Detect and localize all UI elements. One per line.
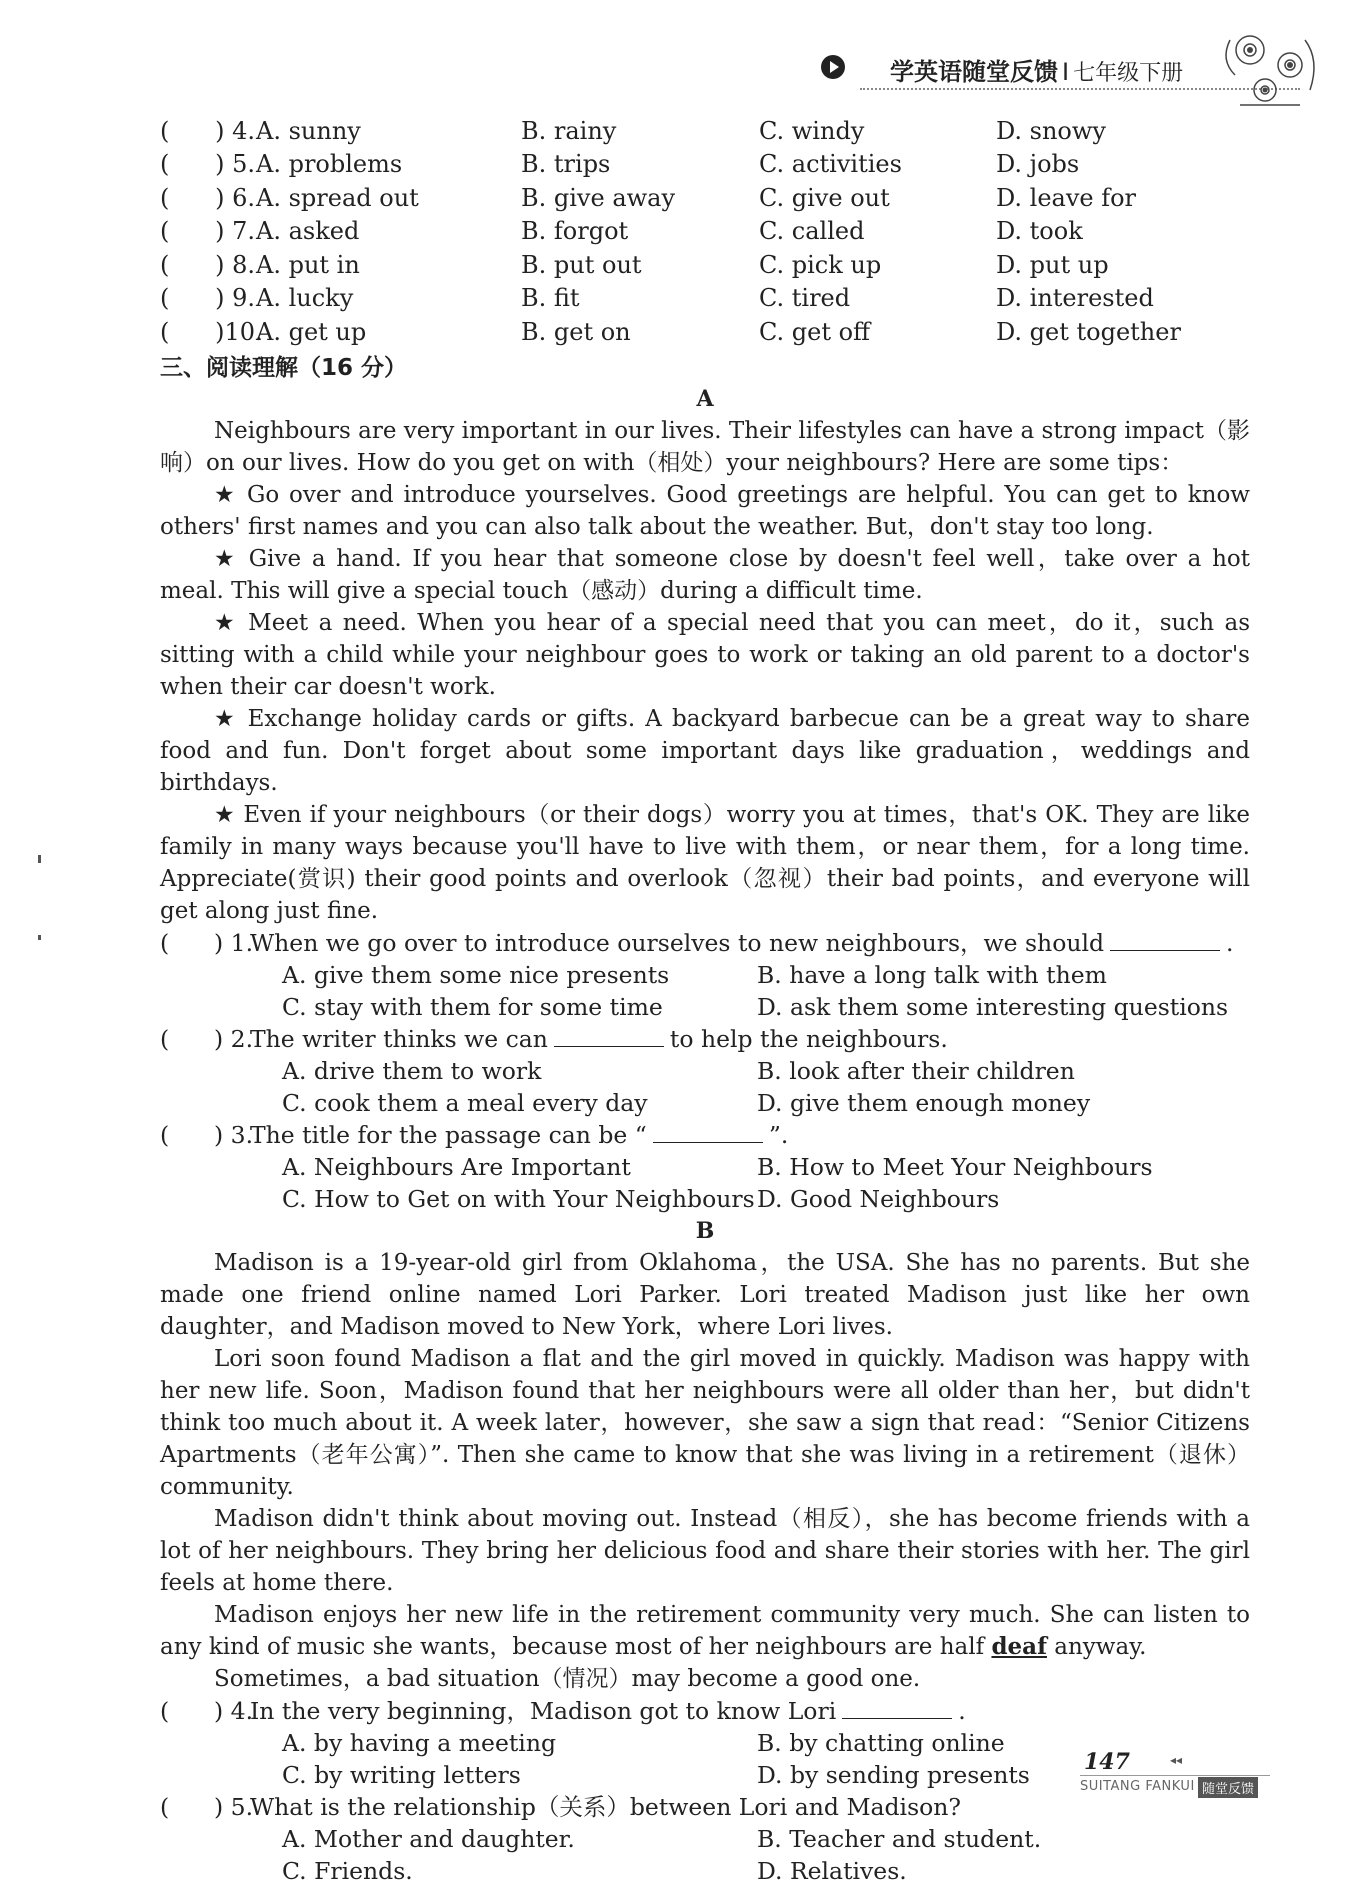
- option-a: A. spread out: [256, 183, 419, 212]
- option-c: C. Friends.: [282, 1856, 413, 1885]
- option-c: C. activities: [759, 150, 902, 179]
- page-number: 147: [1084, 1749, 1130, 1775]
- paragraph: Madison is a 19-year-old girl from Oklahoma，the USA. She has no parents. But she made one friend online named Lori Parker. Lori treated Madison just like her own daughter，and Madison moved to New York，where Lori lives.: [160, 1249, 1250, 1340]
- answer-bracket: ( ) 9.: [160, 284, 256, 313]
- passage-a-label: A: [696, 385, 714, 412]
- option-c: C. give out: [759, 183, 890, 212]
- cloze-options: [160, 114, 1250, 349]
- answer-blank: [554, 1026, 664, 1047]
- option-b: B. fit: [521, 284, 580, 313]
- option-row: [282, 991, 1250, 1023]
- option-row: [282, 1055, 1250, 1087]
- option-c: C. pick up: [759, 250, 882, 279]
- question-stem: The writer thinks we can: [250, 1024, 548, 1053]
- paragraph: ★ Give a hand. If you hear that someone close by doesn't feel well，take over a hot meal. This will give a special touch（感动）during a difficult time.: [160, 545, 1250, 604]
- option-c: C. cook them a meal every day: [282, 1088, 648, 1117]
- option-a: A. Mother and daughter.: [282, 1824, 575, 1853]
- paragraph: ★ Meet a need. When you hear of a special need that you can meet，do it，such as sitting with a child while your neighbour goes to work or taking an old parent to a doctor's when their car doesn't work.: [160, 609, 1250, 700]
- option-a: A. by having a meeting: [282, 1728, 557, 1757]
- option-c: C. get off: [759, 317, 871, 346]
- question-stem-end: .: [958, 1696, 966, 1725]
- book-title: 学英语随堂反馈 I 七年级下册: [890, 58, 1184, 86]
- paragraph: ★ Go over and introduce yourselves. Good greetings are helpful. You can get to know others' first names and you can also talk about the weather. But，don't stay too long.: [160, 481, 1250, 540]
- option-d: D. leave for: [996, 183, 1137, 212]
- option-c: C. called: [759, 217, 865, 246]
- option-a: A. sunny: [256, 116, 361, 145]
- option-b: B. rainy: [521, 116, 617, 145]
- option-d: D. Good Neighbours: [757, 1184, 1000, 1213]
- question-stem-end: .: [1226, 928, 1234, 957]
- arrows-icon: ◂◂: [1170, 1753, 1183, 1767]
- paragraph: Madison didn't think about moving out. Instead（相反），she has become friends with a lot of her neighbours. They bring her delicious food and share their stories with her. The girl feels at home there.: [160, 1505, 1250, 1596]
- answer-bracket: ( ) 4.: [160, 1696, 254, 1725]
- option-b: B. give away: [521, 183, 676, 212]
- paragraph: Lori soon found Madison a flat and the girl moved in quickly. Madison was happy with her new life. Soon，Madison found that her neighbours were all older than her，but didn't think too much about it. A week later，however，she saw a sign that read：“Senior Citizens Apartments（老年公寓）”. Then she came to know that she was living in a retirement（退休）community.: [160, 1345, 1250, 1500]
- option-b: B. put out: [521, 250, 642, 279]
- flower-decoration-icon: [1210, 20, 1330, 120]
- option-a: A. lucky: [256, 284, 354, 313]
- bold-word: deaf: [991, 1632, 1047, 1660]
- question: [160, 1023, 1250, 1055]
- option-row: [282, 959, 1250, 991]
- play-icon: [820, 54, 846, 80]
- answer-bracket: ( ) 4.: [160, 116, 256, 145]
- margin-mark: [38, 935, 41, 940]
- option-c: C. by writing letters: [282, 1760, 521, 1789]
- option-row: [160, 215, 1250, 249]
- option-a: A. problems: [256, 150, 403, 179]
- question: [160, 1695, 1250, 1727]
- option-d: D. jobs: [996, 150, 1080, 179]
- option-b: B. get on: [521, 317, 631, 346]
- page-footer: [1080, 1749, 1280, 1809]
- option-b: B. Teacher and student.: [757, 1824, 1042, 1853]
- answer-bracket: ( ) 5.: [160, 150, 256, 179]
- option-row: [160, 315, 1250, 349]
- passage-a-text: [160, 415, 1250, 927]
- option-d: D. put up: [996, 250, 1109, 279]
- answer-bracket: ( ) 8.: [160, 250, 256, 279]
- option-row: [160, 248, 1250, 282]
- option-c: C. stay with them for some time: [282, 992, 663, 1021]
- answer-bracket: ( ) 5.: [160, 1792, 254, 1821]
- option-d: D. interested: [996, 284, 1154, 313]
- footer-brand: SUITANG FANKUI: [1080, 1779, 1195, 1794]
- option-row: [282, 1183, 1250, 1215]
- footer-divider: [1080, 1775, 1270, 1776]
- margin-mark: [38, 855, 41, 863]
- option-a: A. asked: [256, 217, 360, 246]
- answer-bracket: ( ) 3.: [160, 1120, 254, 1149]
- option-a: A. put in: [256, 250, 360, 279]
- option-b: B. have a long talk with them: [757, 960, 1107, 989]
- answer-bracket: ( ) 2.: [160, 1024, 254, 1053]
- paragraph: Neighbours are very important in our lives. Their lifestyles can have a strong impact（影响）on our lives. How do you get on with（相处）your neighbours? Here are some tips：: [160, 417, 1250, 476]
- option-b: B. trips: [521, 150, 611, 179]
- option-a: A. get up: [256, 317, 367, 346]
- passage-b-text: [160, 1247, 1250, 1599]
- option-c: C. tired: [759, 284, 851, 313]
- answer-bracket: ( ) 7.: [160, 217, 256, 246]
- option-b: B. How to Meet Your Neighbours: [757, 1152, 1153, 1181]
- option-d: D. ask them some interesting questions: [757, 992, 1229, 1021]
- question: [160, 927, 1250, 959]
- option-d: D. by sending presents: [757, 1760, 1030, 1789]
- question: [160, 1119, 1250, 1151]
- answer-bracket: ( ) 1.: [160, 928, 254, 957]
- option-a: A. drive them to work: [282, 1056, 542, 1085]
- question-stem: What is the relationship（关系）between Lori and Madison?: [250, 1792, 962, 1821]
- option-d: D. give them enough money: [757, 1088, 1091, 1117]
- option-b: B. look after their children: [757, 1056, 1075, 1085]
- answer-bracket: ( ) 6.: [160, 183, 256, 212]
- answer-blank: [653, 1122, 763, 1143]
- option-row: [160, 148, 1250, 182]
- footer-badge: 随堂反馈: [1198, 1777, 1258, 1798]
- question-stem: The title for the passage can be “: [250, 1120, 647, 1149]
- question-text: [250, 1023, 1250, 1055]
- option-a: A. give them some nice presents: [282, 960, 670, 989]
- option-row: [282, 1823, 1250, 1855]
- option-c: C. How to Get on with Your Neighbours: [282, 1184, 755, 1213]
- question-text: [250, 1695, 1250, 1727]
- option-row: [282, 1151, 1250, 1183]
- answer-blank: [1110, 930, 1220, 951]
- option-d: D. get together: [996, 317, 1181, 346]
- option-c: C. windy: [759, 116, 865, 145]
- option-d: D. took: [996, 217, 1083, 246]
- option-row: [282, 1087, 1250, 1119]
- question-stem: When we go over to introduce ourselves to new neighbours，we should: [250, 928, 1105, 957]
- paragraph: ★ Exchange holiday cards or gifts. A backyard barbecue can be a great way to share food and fun. Don't forget about some important days like graduation，weddings and birthdays.: [160, 705, 1250, 796]
- question-text: [250, 1119, 1250, 1151]
- question-stem-end: ”.: [768, 1120, 789, 1149]
- passage-b-label: B: [695, 1217, 715, 1244]
- option-d: D. snowy: [996, 116, 1106, 145]
- page-content: [160, 114, 1250, 1887]
- option-a: A. Neighbours Are Important: [282, 1152, 631, 1181]
- option-b: B. by chatting online: [757, 1728, 1005, 1757]
- question-text: [250, 927, 1250, 959]
- paragraph: Madison enjoys her new life in the retirement community very much. She can listen to any kind of music she wants，because most of her neighbours are half deaf anyway.: [160, 1601, 1250, 1660]
- option-row: [282, 1855, 1250, 1887]
- paragraph: ★ Even if your neighbours（or their dogs）worry you at times，that's OK. They are like family in many ways because you'll have to live with them，or near them，for a long time. Appreciate(赏识) their good points and overlook（忽视）their bad points，and everyone will get along just fine.: [160, 801, 1250, 924]
- answer-bracket: ( )10.: [160, 317, 263, 346]
- section-title: 三、阅读理解（16 分）: [160, 355, 408, 381]
- option-b: B. forgot: [521, 217, 629, 246]
- paragraph: Sometimes，a bad situation（情况）may become a good one.: [214, 1665, 921, 1692]
- question-stem-end: to help the neighbours.: [669, 1024, 948, 1053]
- question-stem: In the very beginning，Madison got to know Lori: [250, 1696, 837, 1725]
- option-row: [160, 114, 1250, 148]
- answer-blank: [842, 1698, 952, 1719]
- option-d: D. Relatives.: [757, 1856, 907, 1885]
- option-row: [160, 181, 1250, 215]
- passage-a-questions: [160, 927, 1250, 1215]
- option-row: [160, 282, 1250, 316]
